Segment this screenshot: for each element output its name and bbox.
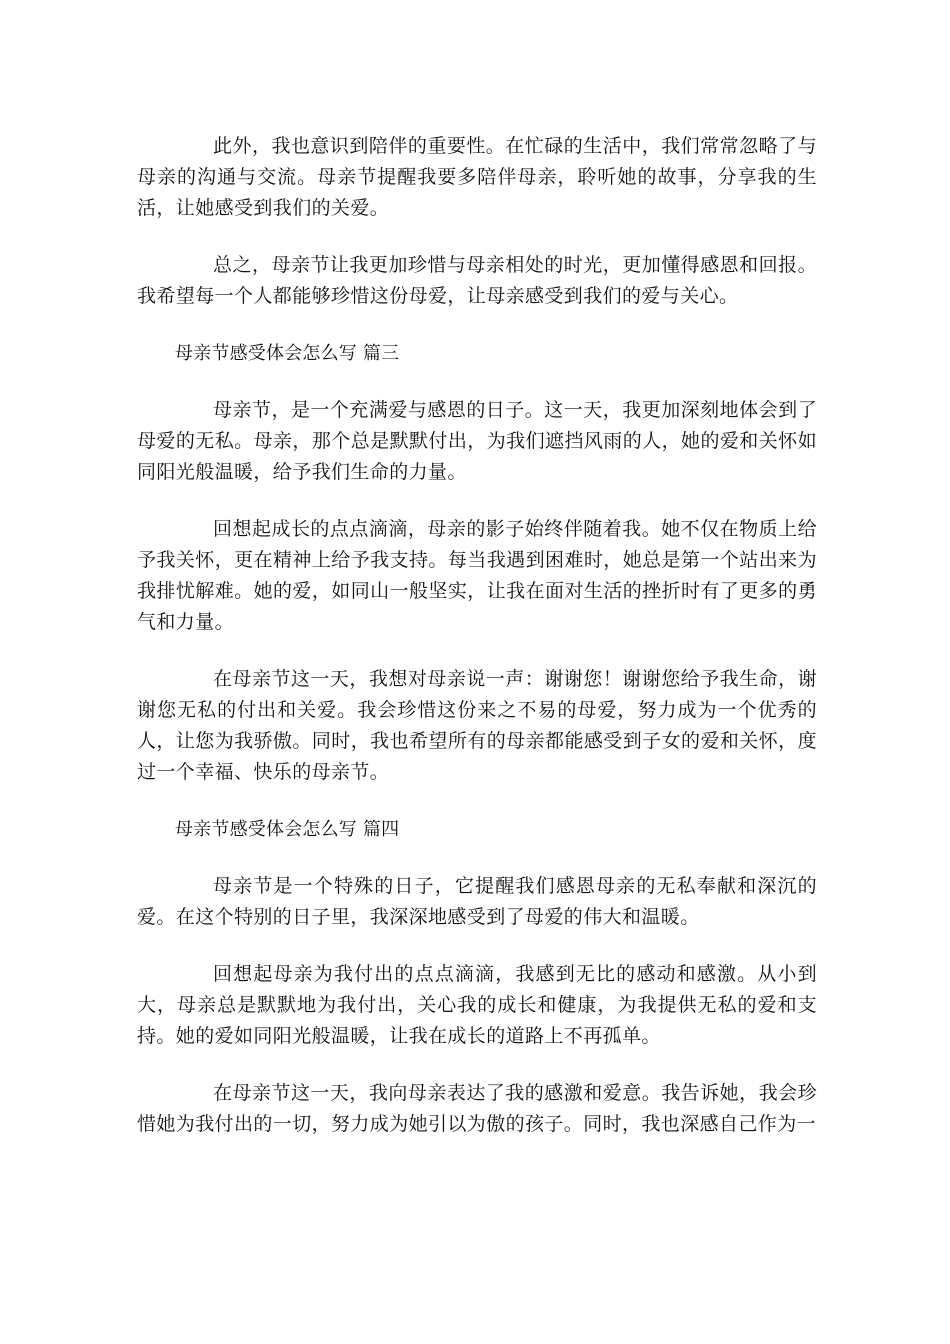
paragraph: 在母亲节这一天，我想对母亲说一声：谢谢您！谢谢您给予我生命，谢谢您无私的付出和关爱。我会珍惜这份来之不易的母爱，努力成为一个优秀的人，让您为我骄傲。同时，我也希望所有的母亲都能感受到子女的爱和关怀，度过一个幸福、快乐的母亲节。 [137, 668, 817, 783]
paragraph: 总之，母亲节让我更加珍惜与母亲相处的时光，更加懂得感恩和回报。我希望每一个人都能够珍惜这份母爱，让母亲感受到我们的爱与关心。 [137, 254, 817, 307]
paragraph: 在母亲节这一天，我向母亲表达了我的感激和爱意。我告诉她，我会珍惜她为我付出的一切，努力成为她引以为傲的孩子。同时，我也深感自己作为一 [137, 1082, 817, 1135]
paragraph: 回想起母亲为我付出的点点滴滴，我感到无比的感动和感激。从小到大，母亲总是默默地为我付出，关心我的成长和健康，为我提供无私的爱和支持。她的爱如同阳光般温暖，让我在成长的道路上不再孤单。 [137, 963, 817, 1047]
section-heading: 母亲节感受体会怎么写 篇三 [175, 343, 400, 364]
paragraph: 母亲节，是一个充满爱与感恩的日子。这一天，我更加深刻地体会到了母爱的无私。母亲，那个总是默默付出，为我们遮挡风雨的人，她的爱和关怀如同阳光般温暖，给予我们生命的力量。 [137, 399, 817, 483]
paragraph: 此外，我也意识到陪伴的重要性。在忙碌的生活中，我们常常忽略了与母亲的沟通与交流。母亲节提醒我要多陪伴母亲，聆听她的故事，分享我的生活，让她感受到我们的关爱。 [137, 135, 817, 219]
paragraph: 回想起成长的点点滴滴，母亲的影子始终伴随着我。她不仅在物质上给予我关怀，更在精神上给予我支持。每当我遇到困难时，她总是第一个站出来为我排忧解难。她的爱，如同山一般坚实，让我在面对生活的挫折时有了更多的勇气和力量。 [137, 518, 817, 633]
section-heading: 母亲节感受体会怎么写 篇四 [175, 819, 400, 840]
document-body [137, 131, 817, 1166]
paragraph: 母亲节是一个特殊的日子，它提醒我们感恩母亲的无私奉献和深沉的爱。在这个特别的日子里，我深深地感受到了母爱的伟大和温暖。 [137, 875, 817, 928]
